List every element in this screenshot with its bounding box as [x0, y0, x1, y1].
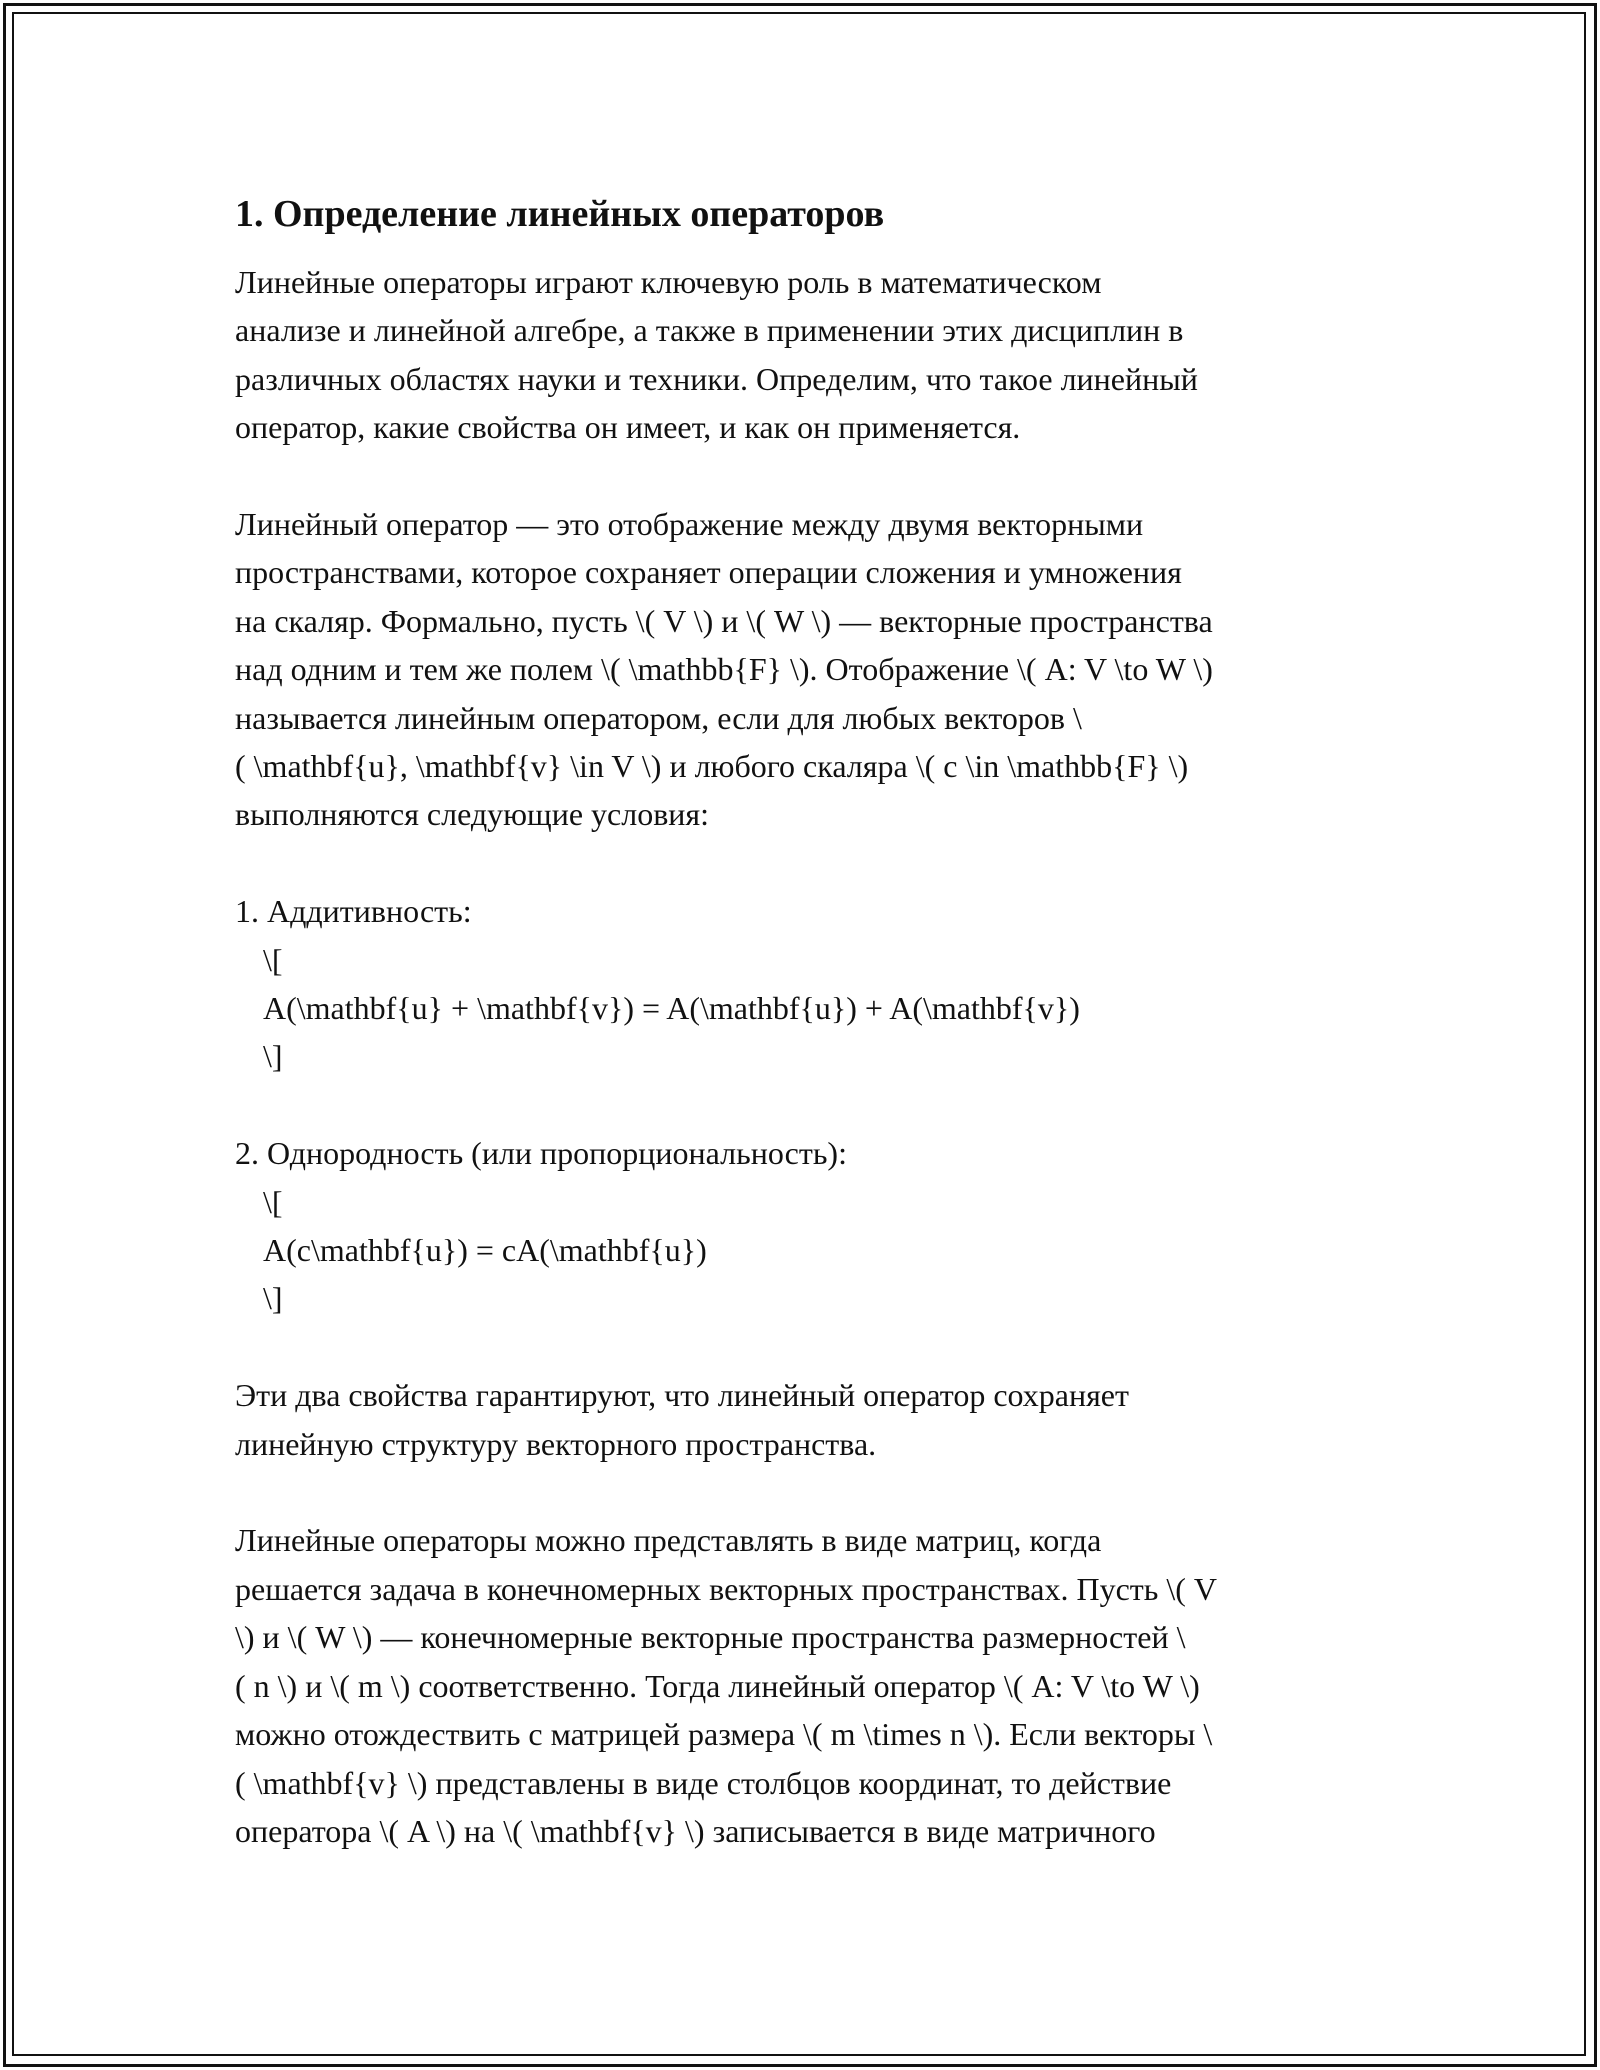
- text-line: выполняются следующие условия:: [235, 796, 710, 833]
- text-line: Линейный оператор — это отображение между двумя векторными: [235, 506, 1144, 543]
- list-item-label: 2. Однородность (или пропорциональность):: [235, 1135, 847, 1172]
- text-line: решается задача в конечномерных векторных пространствах. Пусть \( V: [235, 1570, 1218, 1607]
- text-line: называется линейным оператором, если для любых векторов \: [235, 699, 1082, 736]
- formula-close: \]: [263, 1280, 283, 1317]
- formula-line: A(c\mathbf{u}) = cA(\mathbf{u}): [263, 1232, 707, 1269]
- formula-open: \[: [263, 1183, 283, 1220]
- text-line: ( \mathbf{u}, \mathbf{v} \in V \) и любого скаляра \( c \in \mathbb{F} \): [235, 748, 1189, 785]
- section-heading: 1. Определение линейных операторов: [235, 193, 885, 235]
- formula-close: \]: [263, 1038, 283, 1075]
- text-line: пространствами, которое сохраняет операции сложения и умножения: [235, 554, 1182, 591]
- text-line: Линейные операторы играют ключевую роль в математическом: [235, 264, 1102, 300]
- formula-line: A(\mathbf{u} + \mathbf{v}) = A(\mathbf{u}) + A(\mathbf{v}): [263, 990, 1080, 1027]
- list-item-label: 1. Аддитивность:: [235, 893, 472, 930]
- formula-open: \[: [263, 941, 283, 978]
- text-line: оператор, какие свойства он имеет, и как он применяется.: [235, 409, 1021, 446]
- intro-paragraph: [235, 258, 1395, 452]
- properties-summary-paragraph: [235, 1371, 1395, 1468]
- text-line: Эти два свойства гарантируют, что линейный оператор сохраняет: [235, 1377, 1129, 1414]
- text-line: оператора \( A \) на \( \mathbf{v} \) записывается в виде матричного: [235, 1812, 1156, 1849]
- text-line: \) и \( W \) — конечномерные векторные пространства размерностей \: [235, 1619, 1186, 1656]
- text-line: ( n \) и \( m \) соответственно. Тогда линейный оператор \( A: V \to W \): [235, 1667, 1200, 1704]
- text-line: Линейные операторы можно представлять в виде матриц, когда: [235, 1522, 1102, 1559]
- text-line: над одним и тем же полем \( \mathbb{F} \). Отображение \( A: V \to W \): [235, 651, 1213, 688]
- matrix-representation-paragraph: [235, 1516, 1395, 1855]
- text-line: анализе и линейной алгебре, а также в применении этих дисциплин в: [235, 312, 1184, 349]
- homogeneity-item: [235, 1129, 1395, 1323]
- text-line: линейную структуру векторного пространства.: [235, 1425, 877, 1462]
- text-line: различных областях науки и техники. Определим, что такое линейный: [235, 360, 1198, 397]
- text-line: ( \mathbf{v} \) представлены в виде столбцов координат, то действие: [235, 1764, 1172, 1801]
- additivity-item: [235, 887, 1395, 1081]
- definition-paragraph: [235, 500, 1395, 839]
- text-line: можно отождествить с матрицей размера \( m \times n \). Если векторы \: [235, 1716, 1213, 1753]
- text-line: на скаляр. Формально, пусть \( V \) и \( W \) — векторные пространства: [235, 602, 1213, 639]
- document-body: [235, 186, 1395, 1904]
